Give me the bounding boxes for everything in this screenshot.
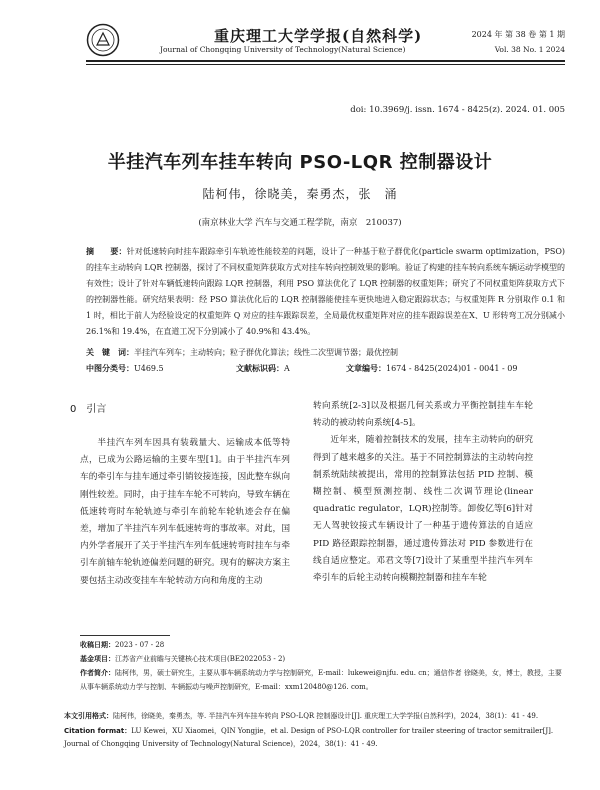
author-info-label: 作者简介： xyxy=(80,669,115,677)
authors: 陆柯伟，徐晓美，秦勇杰，张 涌 xyxy=(202,187,398,201)
intro-right-para-1: 转向系统[2-3]以及根据几何关系或力平衡控制挂车车轮转动的被动转向系统[4-5]。 xyxy=(313,401,533,429)
affiliation: (南京林业大学 汽车与交通工程学院，南京 210037) xyxy=(198,218,402,228)
issue-cn: 2024 年 第 38 卷 第 1 期 xyxy=(471,30,565,39)
journal-title-cn: 重庆理工大学学报(自然科学) xyxy=(214,27,423,45)
article-meta xyxy=(86,363,517,374)
doi[interactable]: doi: 10.3969/j. issn. 1674 - 8425(z). 2024. 01. 005 xyxy=(350,105,565,115)
intro-right-para-2: 近年来，随着控制技术的发展，挂车主动转向的研究得到了越来越多的关注。基于不同控制算法的主动转向控制系统陆续被提出，常用的控制算法包括 PID 控制、模糊控制、模型预测控制、线性二次调节理论(linear quadratic regulator，LQR)控制等。卸俊亿等[6]针对无人驾驶铰接式车辆设计了一种基于遗传算法的自适应 PID 路径跟踪控制器，通过遗传算法对 PID 参数进行在线自适应整定。邓君文等[7]设计了某重型半挂汽车列车牵引车的后轮主动转向模糊控制器和挂车车轮 xyxy=(313,435,533,584)
header-rule xyxy=(86,60,565,62)
keywords xyxy=(86,345,565,361)
doc-code-value: A xyxy=(284,364,290,373)
footnotes xyxy=(80,638,565,694)
citation-cn-label: 本文引用格式： xyxy=(64,712,113,720)
keywords-label: 关 键 词： xyxy=(86,348,134,357)
abstract xyxy=(86,244,565,340)
journal-title-en: Journal of Chongqing University of Technology(Natural Science) xyxy=(160,45,406,54)
fund-label: 基金项目： xyxy=(80,655,115,663)
intro-right-column xyxy=(313,398,533,587)
abstract-label: 摘 要： xyxy=(86,247,127,256)
intro-left-column: 半挂汽车列车因具有装载量大、运输成本低等特点，已成为公路运输的主要车型[1]。由于半挂汽车列车的牵引车与挂车通过牵引销铰接连接，因此整车纵向刚性较差。同时，由于挂车车轮不可转向，导致车辆在低速转弯时车轮轨迹与牵引车前轮车轮轨迹会存在偏差，增加了半挂汽车列车低速转弯的事故率。对此，国内外学者展开了关于半挂汽车列车低速转弯时挂车与牵引车前轴车轮轨迹偏差问题的研究。现有的解决方案主要包括主动改变挂车车轮转动方向和角度的主动 xyxy=(80,438,290,586)
citation-en: LU Kewei，XU Xiaomei，QIN Yongjie，et al. Design of PSO-LQR controller for trailer steering of tractor semitrailer[J]. Journal of Chongqing University of Technology(Natural Science)，2024，38(1)：41 - 49. xyxy=(64,727,554,748)
fund-text: 江苏省产业前瞻与关键核心技术项目(BE2022053 - 2) xyxy=(115,655,286,663)
article-no-label: 文章编号： xyxy=(346,363,386,373)
abstract-text: 针对低速转向时挂车跟踪牵引车轨迹性能较差的问题，设计了一种基于粒子群优化(particle swarm optimization，PSO)的挂车主动转向 LQR 控制器，探讨了不同权重矩阵获取方式对挂车转向控制效果的影响。验证了构建的挂车转向系统车辆运动学模型的有效性；设计了针对车辆低速转向跟踪 LQR 控制器，利用 PSO 算法优化了 LQR 控制器的权重矩阵；研究了不同权重矩阵获取方式下的控制器性能。研究结果表明：经 PSO 算法优化后的 LQR 控制器能使挂车更快地进入稳定跟踪状态；与权重矩阵 R 分别取作 0.1 和 1 时，相比于前人为经验设定的权重矩阵 Q 对应的挂车跟踪误差，全局最优权重矩阵对应的挂车跟踪误差在X、U 形转弯工况分别减小 26.1%和 19.4%，在直道工况下分别减小了 40.9%和 43.4%。 xyxy=(86,247,565,336)
received-label: 收稿日期： xyxy=(80,641,115,649)
received-date: 2023 - 07 - 28 xyxy=(115,641,165,649)
university-logo xyxy=(86,23,120,57)
clc-value: U469.5 xyxy=(134,364,164,373)
clc-label: 中图分类号： xyxy=(86,363,134,373)
citation-en-label: Citation format： xyxy=(64,727,132,735)
article-no-value: 1674 - 8425(2024)01 - 0041 - 09 xyxy=(386,364,518,373)
citation-cn: 陆柯伟，徐晓美，秦勇杰，等. 半挂汽车列车挂车转向 PSO-LQR 控制器设计[J]. 重庆理工大学学报(自然科学)，2024，38(1)：41 - 49. xyxy=(113,712,539,720)
issue-en: Vol. 38 No. 1 2024 xyxy=(494,45,565,54)
author-info-text: 陆柯伟，男，硕士研究生，主要从事车辆系统动力学与控制研究，E-mail：lukewei@njfu. edu. cn；通信作者 徐晓美，女，博士，教授，主要从事车辆系统动力学与控制、车辆振动与噪声控制研究，E-mail：xxm120480@126. com。 xyxy=(80,669,562,691)
header-rule-thin xyxy=(86,64,565,65)
keywords-text: 半挂汽车列车；主动转向；粒子群优化算法；线性二次型调节器；最优控制 xyxy=(134,348,398,357)
article-title: 半挂汽车列车挂车转向 PSO-LQR 控制器设计 xyxy=(107,152,493,173)
citation-block xyxy=(64,710,565,753)
section-heading-intro: 0 引言 xyxy=(70,404,107,415)
doc-code-label: 文献标识码： xyxy=(236,363,284,373)
footnote-rule xyxy=(80,635,170,636)
